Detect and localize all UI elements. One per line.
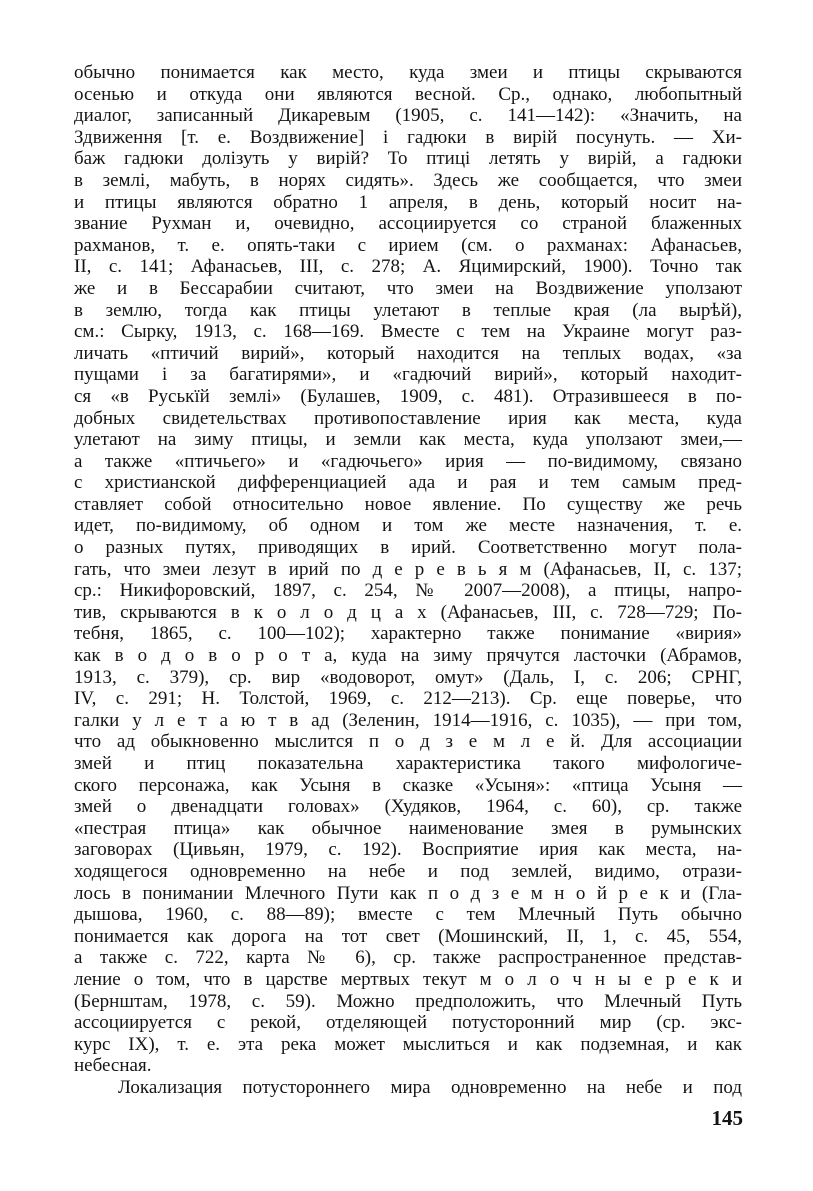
text-line: а также с. 722, карта № 6), ср. также распространенное представ-: [74, 947, 742, 969]
text-line: тебня, 1865, с. 100—102); характерно также понимание «вирия»: [74, 623, 742, 645]
text-line: (Бернштам, 1978, с. 59). Можно предположить, что Млечный Путь: [74, 990, 742, 1012]
text-line: ассоциируется с рекой, отделяющей потусторонний мир (ср. экс-: [74, 1012, 742, 1034]
text-line: осенью и откуда они являются весной. Ср., однако, любопытный: [74, 83, 742, 105]
text-line: диалог, записанный Дикаревым (1905, с. 141—142): «Значить, на: [74, 105, 742, 127]
text-line: гать, что змеи лезут в ирий по д е р е в ь я м (Афанасьев, II, с. 137;: [74, 558, 742, 580]
text-line: дышова, 1960, с. 88—89); вместе с тем Млечный Путь обычно: [74, 904, 742, 926]
text-line: змей и птиц показательна характеристика такого мифологиче-: [74, 753, 742, 774]
text-line: как в о д о в о р о т а, куда на зиму прячутся ласточки (Абрамов,: [74, 645, 742, 667]
text-line: о разных путях, приводящих в ирий. Соответственно могут пола-: [74, 537, 742, 559]
text-line: 1913, с. 379), ср. вир «водоворот, омут» (Даль, I, с. 206; СРНГ,: [74, 666, 742, 688]
text-line: ление о том, что в царстве мертвых текут м о л о ч н ы е р е к и: [74, 968, 742, 990]
text-line: тив, скрываются в к о л о д ц а х (Афанасьев, III, с. 728—729; По-: [74, 601, 742, 623]
page-number: 145: [711, 1106, 743, 1130]
text-line: баж гадюки долізуть у вирій? То птиці летять у вирій, а гадюки: [74, 148, 742, 170]
text-line: пущами і за багатирями», и «гадючий вирий», который находит-: [74, 364, 742, 386]
page-text-block: [74, 62, 742, 1099]
text-line: же и в Бессарабии считают, что змеи на Воздвижение уползают: [74, 277, 742, 299]
text-line: и птицы являются обратно 1 апреля, в день, который носит на-: [74, 191, 742, 213]
text-line: курс IX), т. е. эта река может мыслиться и как подземная, и как: [74, 1033, 742, 1055]
text-line: змей о двенадцати головах» (Худяков, 1964, с. 60), ср. также: [74, 796, 742, 818]
text-line: обычно понимается как место, куда змеи и птицы скрываются: [74, 62, 742, 83]
text-line: ся «в Руськїй землі» (Булашев, 1909, с. 481). Отразившееся в по-: [74, 385, 742, 407]
text-line: ского персонажа, как Усыня в сказке «Усыня»: «птица Усыня —: [74, 774, 742, 796]
text-line: добных свидетельствах противопоставление ирия как места, куда: [74, 407, 742, 429]
text-line: IV, с. 291; Н. Толстой, 1969, с. 212—213). Ср. еще поверье, что: [74, 688, 742, 710]
text-line: личать «птичий вирий», который находится на теплых водах, «за: [74, 342, 742, 364]
text-line: II, с. 141; Афанасьев, III, с. 278; А. Яцимирский, 1900). Точно так: [74, 256, 742, 278]
text-line: рахманов, т. е. опять-таки с ирием (см. о рахманах: Афанасьев,: [74, 234, 742, 256]
text-line: что ад обыкновенно мыслится п о д з е м л е й. Для ассоциации: [74, 731, 742, 753]
text-line: лось в понимании Млечного Пути как п о д з е м н о й р е к и (Гла-: [74, 882, 742, 904]
text-line: Здвиження [т. е. Воздвижение] і гадюки в вирій посунуть. — Хи-: [74, 126, 742, 148]
text-line: улетают на зиму птицы, и земли как места, куда уползают змеи,—: [74, 429, 742, 451]
text-line: заговорах (Цивьян, 1979, с. 192). Восприятие ирия как места, на-: [74, 839, 742, 861]
text-line: ср.: Никифоровский, 1897, с. 254, № 2007—2008), а птицы, напро-: [74, 580, 742, 602]
text-line: понимается как дорога на тот свет (Мошинский, II, 1, с. 45, 554,: [74, 925, 742, 947]
text-line: небесная.: [74, 1055, 152, 1077]
text-line: Локализация потустороннего мира одновременно на небе и под: [118, 1076, 742, 1098]
text-line: ходящегося одновременно на небе и под землей, видимо, отрази-: [74, 860, 742, 882]
text-line: галки у л е т а ю т в ад (Зеленин, 1914—1916, с. 1035), — при том,: [74, 709, 742, 731]
text-line: с христианской дифференциацией ада и рая и тем самым пред-: [74, 472, 742, 494]
text-line: в землі, мабуть, в норях сидять». Здесь же сообщается, что змеи: [74, 169, 742, 191]
text-line: ставляет собой относительно новое явление. По существу же речь: [74, 493, 742, 515]
text-line: а также «птичьего» и «гадючьего» ирия — по-видимому, связано: [74, 450, 742, 472]
text-line: см.: Сырку, 1913, с. 168—169. Вместе с тем на Украине могут раз-: [74, 321, 742, 343]
text-line: «пестрая птица» как обычное наименование змея в румынских: [74, 817, 742, 839]
text-line: идет, по-видимому, об одном и том же месте назначения, т. е.: [74, 515, 742, 537]
text-line: звание Рухман и, очевидно, ассоциируется со страной блаженных: [74, 213, 742, 235]
text-line: в землю, тогда как птицы улетают в теплые края (ла вырѣй),: [74, 299, 742, 321]
